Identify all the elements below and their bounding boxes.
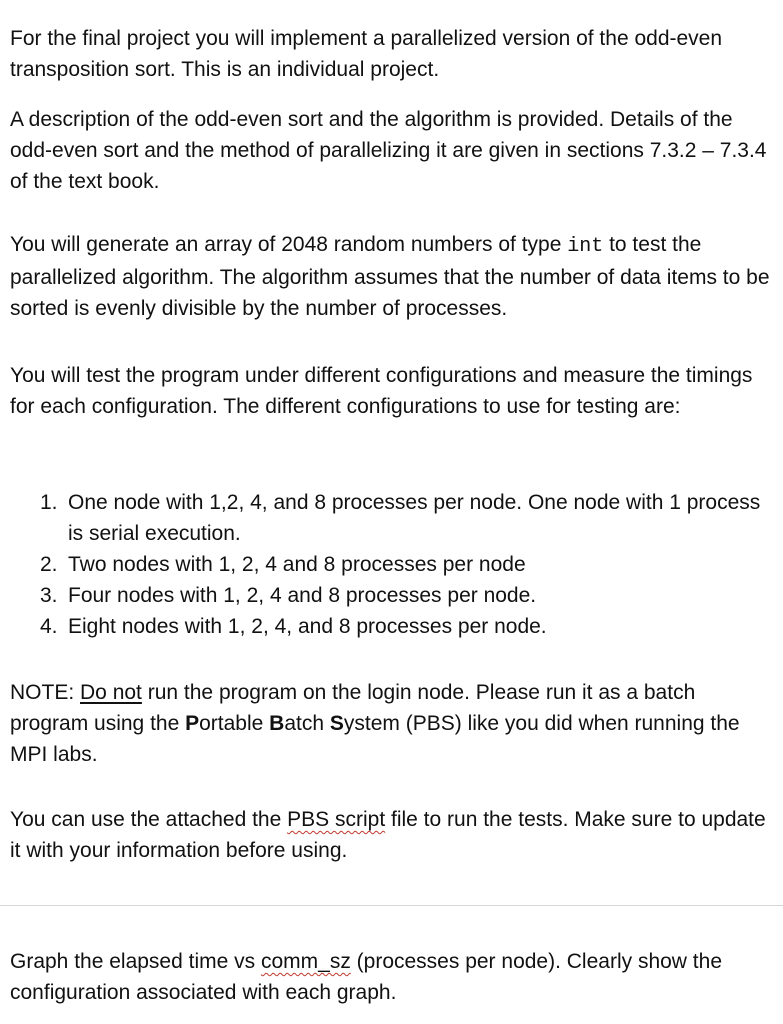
list-number: 1. (40, 491, 58, 514)
list-number: 2. (40, 553, 58, 576)
array-text-after: to test the parallelized algorithm. The algorithm assumes that the number of data items to be sorted is evenly divisible by the number of processes. (10, 233, 770, 320)
pbs-script-link[interactable]: PBS script (287, 808, 386, 831)
testing-text: You will test the program under different configurations and measure the timings for each configuration. The different configurations to use for testing are: (10, 364, 753, 418)
pbs-b-bold: B (269, 712, 285, 735)
pbs-b-rest: atch (284, 712, 330, 735)
list-item-text: Four nodes with 1, 2, 4 and 8 processes per node. (68, 584, 537, 607)
int-code: int (567, 235, 604, 258)
list-item (40, 487, 770, 549)
array-text-before: You will generate an array of 2048 random numbers of type (10, 233, 568, 256)
graph-paragraph (10, 946, 775, 1008)
pbs-s-rest: ystem (PBS) like you did when running the MPI labs. (10, 712, 740, 766)
script-paragraph (10, 804, 775, 866)
testing-paragraph (10, 360, 775, 422)
list-item-text: One node with 1,2, 4, and 8 processes per node. One node with 1 process is serial execution. (68, 491, 761, 545)
graph-text-after: (processes per node). Clearly show the configuration associated with each graph. (10, 950, 722, 1004)
note-prefix: NOTE: (10, 681, 81, 704)
pbs-p-rest: ortable (199, 712, 270, 735)
list-number: 4. (40, 615, 58, 638)
script-text-before: You can use the attached the (10, 808, 288, 831)
array-paragraph (10, 229, 775, 324)
pbs-s-bold: S (329, 712, 344, 735)
description-text: A description of the odd-even sort and the algorithm is provided. Details of the odd-even sort and the method of parallelizing it are given in sections 7.3.2 – 7.3.4 of the text book. (10, 108, 767, 193)
graph-text-before: Graph the elapsed time vs (10, 950, 261, 973)
configuration-list (40, 487, 770, 642)
list-item-text: Two nodes with 1, 2, 4 and 8 processes per node (68, 553, 526, 576)
list-item (40, 549, 770, 580)
pbs-p-bold: P (185, 712, 200, 735)
intro-paragraph (10, 23, 775, 85)
list-item-text: Eight nodes with 1, 2, 4, and 8 processes per node. (68, 615, 547, 638)
intro-text: For the final project you will implement a parallelized version of the odd-even transposition sort. This is an individual project. (10, 27, 723, 81)
list-item (40, 580, 770, 611)
horizontal-divider (0, 905, 783, 906)
list-item (40, 611, 770, 642)
list-number: 3. (40, 584, 58, 607)
note-paragraph (10, 677, 775, 770)
do-not-emphasis: Do not (80, 681, 142, 704)
comm-sz-term: comm_sz (260, 950, 351, 973)
description-paragraph (10, 104, 775, 197)
script-text-after: file to run the tests. Make sure to update it with your information before using. (10, 808, 766, 862)
note-middle: run the program on the login node. Please run it as a batch program using the (10, 681, 696, 735)
